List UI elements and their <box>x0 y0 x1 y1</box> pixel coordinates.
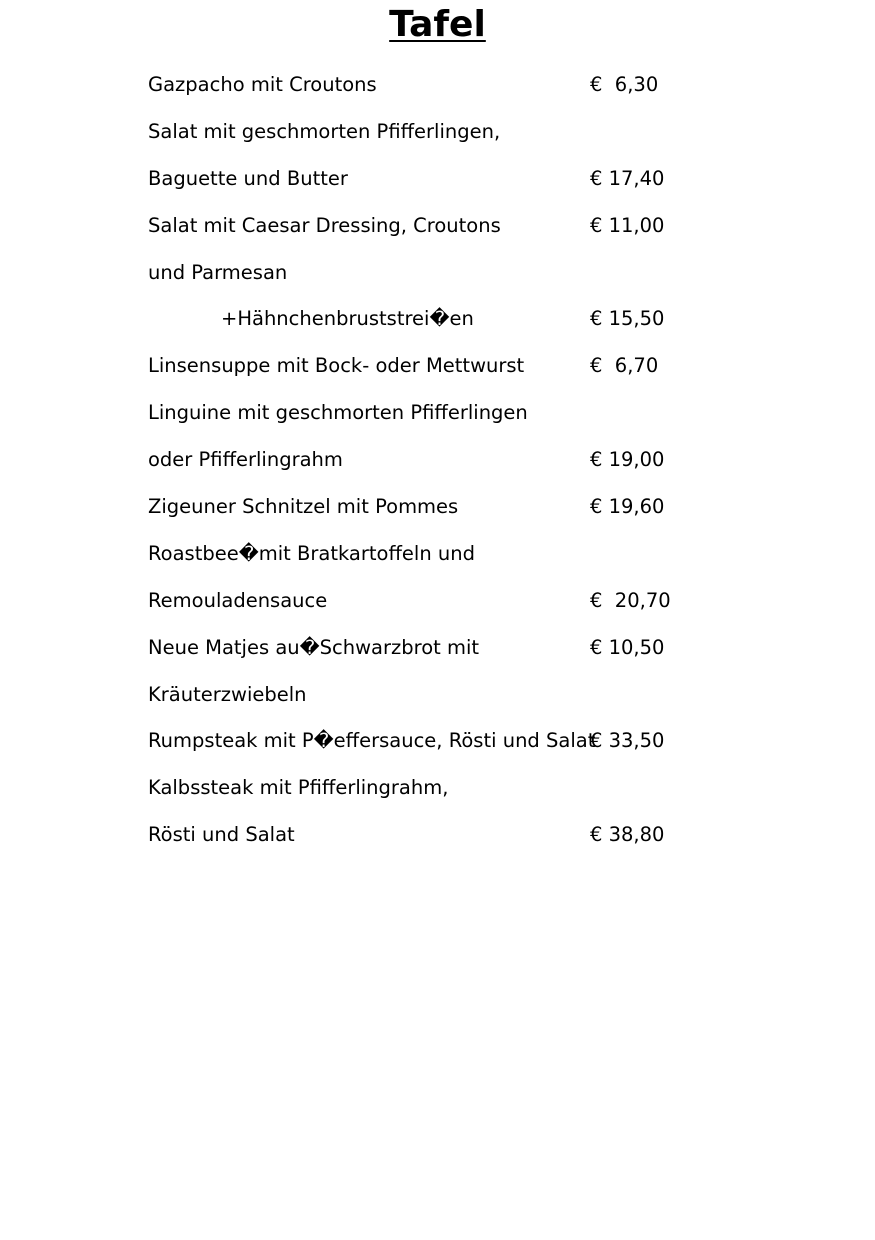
menu-line <box>148 156 708 203</box>
menu-line <box>148 62 708 109</box>
menu-item-price: € 15,50 <box>590 307 665 331</box>
page-title: Tafel <box>389 4 486 45</box>
menu-item-text: oder Pfifferlingrahm <box>148 448 343 472</box>
menu-line <box>148 203 708 250</box>
menu-item-price: € 6,70 <box>590 354 659 378</box>
menu-item-price: € 33,50 <box>590 729 665 753</box>
menu-line <box>148 672 708 719</box>
menu-item-text: Remouladensauce <box>148 588 328 612</box>
menu-line <box>148 109 708 156</box>
menu-item-text: Gazpacho mit Croutons <box>148 73 377 96</box>
menu-line <box>148 718 708 765</box>
menu-item-text: Neue Matjes au�Schwarzbrot mit <box>148 635 480 659</box>
menu-item-text: Kräuterzwiebeln <box>148 682 307 706</box>
menu-item-price: € 17,40 <box>590 166 665 190</box>
menu-line <box>148 250 708 297</box>
menu-item-text: Linsensuppe mit Bock- oder Mettwurst <box>148 354 525 378</box>
menu-item-price: € 19,00 <box>590 448 665 472</box>
menu-item-price: € 38,80 <box>590 823 665 847</box>
menu-line <box>148 578 708 625</box>
menu-item-text: Linguine mit geschmorten Pfifferlingen <box>148 401 528 425</box>
menu-item-text: Zigeuner Schnitzel mit Pommes <box>148 495 459 519</box>
menu-item-price: € 6,30 <box>590 73 659 96</box>
menu-item-price: € 20,70 <box>590 588 671 612</box>
menu-line <box>148 531 708 578</box>
menu-line <box>148 625 708 672</box>
menu-line <box>148 484 708 531</box>
menu-line <box>148 296 708 343</box>
menu-item-text: Salat mit Caesar Dressing, Croutons <box>148 213 501 237</box>
menu-item-price: € 19,60 <box>590 495 665 519</box>
menu-item-text: Salat mit geschmorten Pfifferlingen, <box>148 119 501 143</box>
menu-item-text: Kalbssteak mit Pfifferlingrahm, <box>148 776 449 800</box>
menu-list <box>148 62 708 859</box>
menu-item-text: und Parmesan <box>148 260 288 284</box>
menu-item-text: Baguette und Butter <box>148 166 348 190</box>
menu-item-text: Roastbee�mit Bratkartoffeln und <box>148 541 475 565</box>
menu-item-price: € 11,00 <box>590 213 665 237</box>
menu-line <box>148 390 708 437</box>
menu-line <box>148 765 708 812</box>
menu-item-text: +Hähnchenbruststrei�en <box>221 307 474 331</box>
menu-item-price: € 10,50 <box>590 635 665 659</box>
menu-item-text: Rumpsteak mit P�effersauce, Rösti und Salat <box>148 729 596 753</box>
menu-line <box>148 437 708 484</box>
menu-line <box>148 812 708 859</box>
menu-item-text: Rösti und Salat <box>148 823 295 847</box>
menu-line <box>148 343 708 390</box>
